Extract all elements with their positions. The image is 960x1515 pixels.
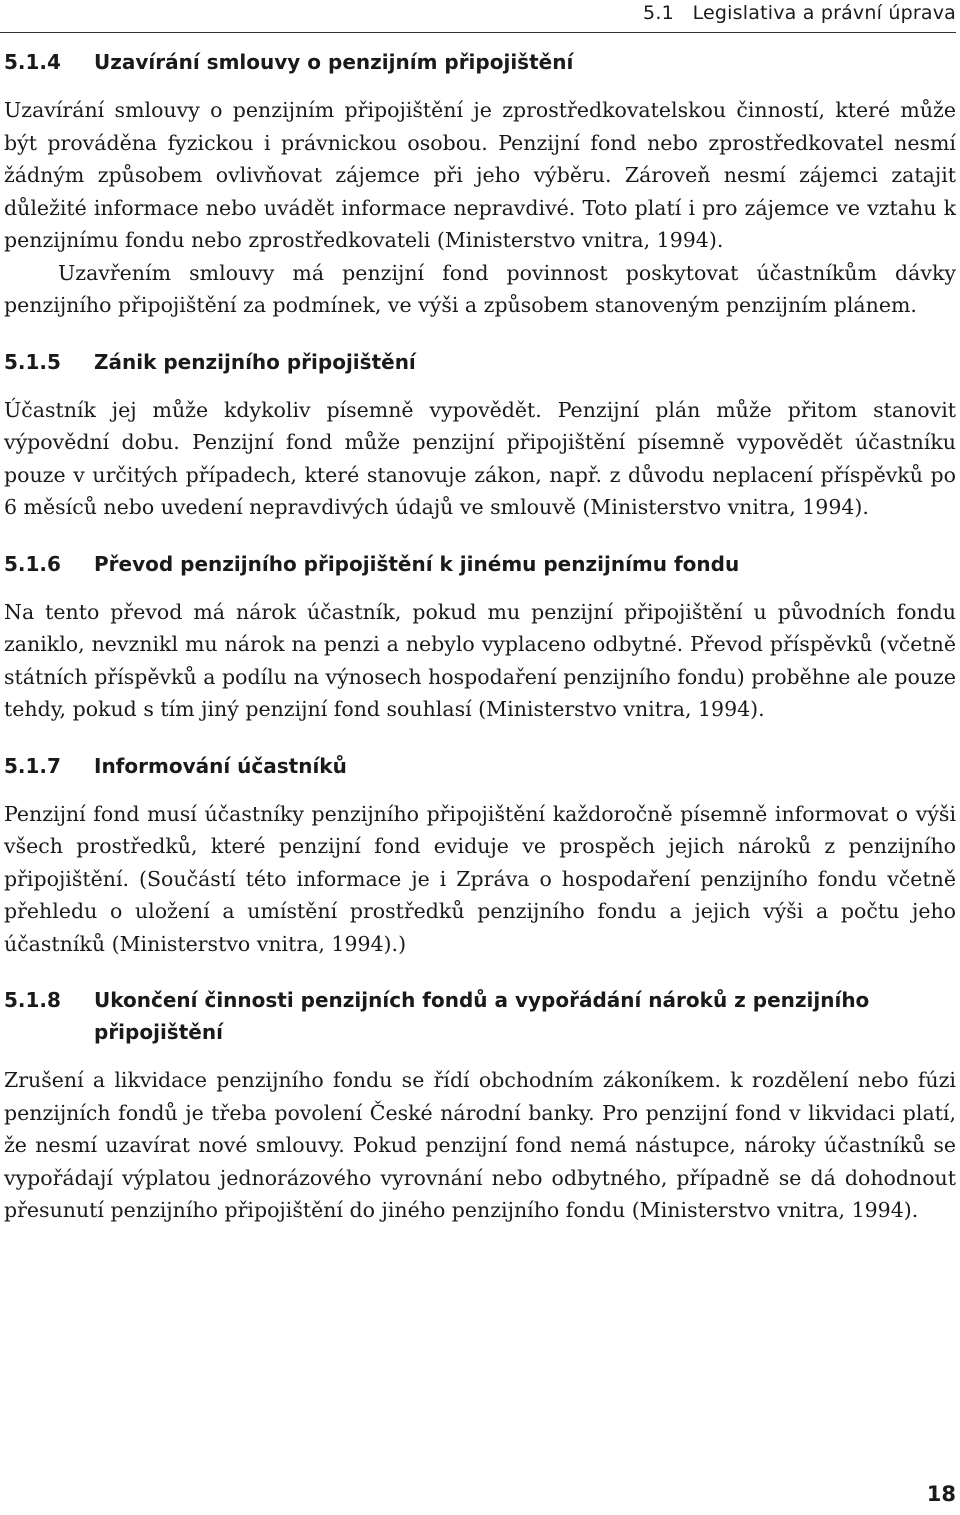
- paragraph: Uzavírání smlouvy o penzijním připojištění je zprostředkovatelskou činností, které může být prováděna fyzickou i právnickou osobou. Penzijní fond nebo zprostředkovatel nesmí žádným způsobem ovlivňovat zájemce při jeho výběru. Zároveň nesmí zájemci zatajit důležité informace nebo uvádět informace nepravdivé. Toto platí i pro zájemce ve vztahu k penzijnímu fondu nebo zprostředkovateli (Ministerstvo vnitra, 1994).: [4, 98, 956, 252]
- section-heading-5-1-6: [4, 548, 956, 580]
- running-title: 5.1 Legislativa a právní úprava: [643, 2, 956, 24]
- paragraph: Zrušení a likvidace penzijního fondu se řídí obchodním zákoníkem. k rozdělení nebo fúzi penzijních fondů je třeba povolení České národní banky. Pro penzijní fond v likvidaci platí, že nesmí uzavírat nové smlouvy. Pokud penzijní fond nemá nástupce, nároky účastníků se vypořádají výplatou jednorázového vyrovnání nebo odbytného, případně se dá dohodnout přesunutí penzijního připojištění do jiného penzijního fondu (Ministerstvo vnitra, 1994).: [4, 1068, 956, 1222]
- section-title: Informování účastníků: [94, 753, 347, 778]
- paragraph: Na tento převod má nárok účastník, pokud mu penzijní připojištění u původních fondu zaniklo, nevznikl mu nárok na penzi a nebylo vyplaceno odbytné. Převod příspěvků (včetně státních příspěvků a podílu na výnosech hospodaření penzijního fondu) proběhne ale pouze tehdy, pokud s tím jiný penzijní fond souhlasí (Ministerstvo vnitra, 1994).: [4, 599, 956, 721]
- section-number: 5.1.7: [4, 753, 61, 778]
- running-header: [0, 0, 956, 33]
- section-number: 5.1.8: [4, 988, 61, 1012]
- paragraph: Uzavřením smlouvy má penzijní fond povinnost poskytovat účastníkům dávky penzijního připojištění za podmínek, ve výši a způsobem stanoveným penzijním plánem.: [4, 260, 956, 317]
- section-heading-5-1-7: [4, 750, 956, 782]
- paragraph: Účastník jej může kdykoliv písemně vypovědět. Penzijní plán může přitom stanovit výpovědní dobu. Penzijní fond může penzijní připojištění písemně vypovědět účastníku pouze v určitých případech, které stanovuje zákon, např. z důvodu neplacení příspěvků po 6 měsíců nebo uvedení nepravdivých údajů ve smlouvě (Ministerstvo vnitra, 1994).: [4, 397, 956, 519]
- section-title: Uzavírání smlouvy o penzijním připojištění: [94, 50, 574, 74]
- section-number: 5.1.5: [4, 349, 61, 374]
- section-number: 5.1.6: [4, 551, 61, 576]
- page-number: 18: [926, 1482, 956, 1506]
- section-heading-5-1-4: [4, 46, 956, 78]
- section-title: Ukončení činnosti penzijních fondů a vypořádání nároků z penzijního připojištění: [94, 988, 870, 1044]
- page-body: [4, 46, 956, 1227]
- section-heading-5-1-5: [4, 346, 956, 378]
- section-title: Zánik penzijního připojištění: [94, 349, 416, 374]
- section-title: Převod penzijního připojištění k jinému penzijnímu fondu: [94, 551, 740, 576]
- section-heading-5-1-8: [4, 984, 956, 1048]
- paragraph: Penzijní fond musí účastníky penzijního připojištění každoročně písemně informovat o výši všech prostředků, které penzijní fond eviduje ve prospěch jejich nároků z penzijního připojištění. (Součástí této informace je i Zpráva o hospodaření penzijního fondu včetně přehledu o uložení a umístění prostředků penzijního fondu a jejich výši a počtu jeho účastníků (Ministerstvo vnitra, 1994).): [4, 801, 956, 956]
- section-number: 5.1.4: [4, 50, 61, 74]
